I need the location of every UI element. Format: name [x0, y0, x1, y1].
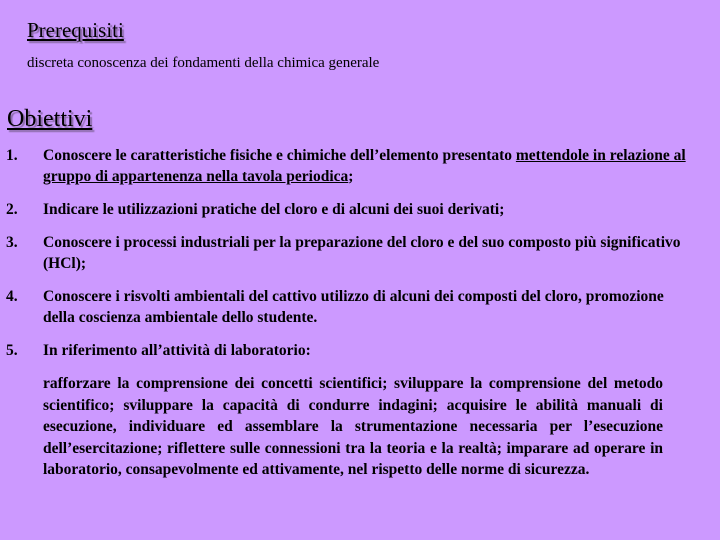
objective-number: 3.: [6, 234, 18, 251]
objective-number: 4.: [6, 288, 18, 305]
objective-item-4: [6, 286, 686, 328]
prerequisites-heading: Prerequisiti: [27, 18, 124, 42]
objective-item-1: [6, 145, 686, 187]
objective-number: 1.: [6, 147, 18, 164]
objective-text-part: Conoscere le caratteristiche fisiche e chimiche dell’elemento presentato: [43, 147, 516, 164]
objective-text-underlined: mettendole in relazione al gruppo di appartenenza nella tavola periodica: [43, 147, 686, 185]
prerequisites-text: discreta conoscenza dei fondamenti della chimica generale: [27, 55, 380, 71]
objective-text: [43, 145, 686, 187]
objective-number: 2.: [6, 201, 18, 218]
objective-number: 5.: [6, 342, 18, 359]
objective-text: Conoscere i processi industriali per la preparazione del cloro e del suo composto più significativo (HCl);: [43, 234, 681, 272]
objective-item-5: [6, 340, 686, 361]
objective-item-3: [6, 232, 686, 274]
objective-5-detail: rafforzare la comprensione dei concetti scientifici; sviluppare la comprensione del metodo scientifico; sviluppare la capacità di condurre indagini; acquisire le abilità manuali di esecuzione, individuare ed assemblare la strumentazione necessaria per l’esecuzione dell’esercitazione; riflettere sulle connessioni tra la teoria e la realtà; imparare ad operare in laboratorio, consapevolmente ed attivamente, nel rispetto delle norme di sicurezza.: [43, 375, 663, 478]
objective-text: In riferimento all’attività di laboratorio:: [43, 342, 311, 359]
objective-item-2: [6, 199, 686, 220]
objective-text: Indicare le utilizzazioni pratiche del cloro e di alcuni dei suoi derivati;: [43, 201, 505, 218]
objective-text: Conoscere i risvolti ambientali del cattivo utilizzo di alcuni dei composti del cloro, promozione della coscienza ambientale dello studente.: [43, 288, 664, 326]
objective-text-end: ;: [348, 168, 354, 185]
objectives-heading: Obiettivi: [7, 106, 93, 132]
